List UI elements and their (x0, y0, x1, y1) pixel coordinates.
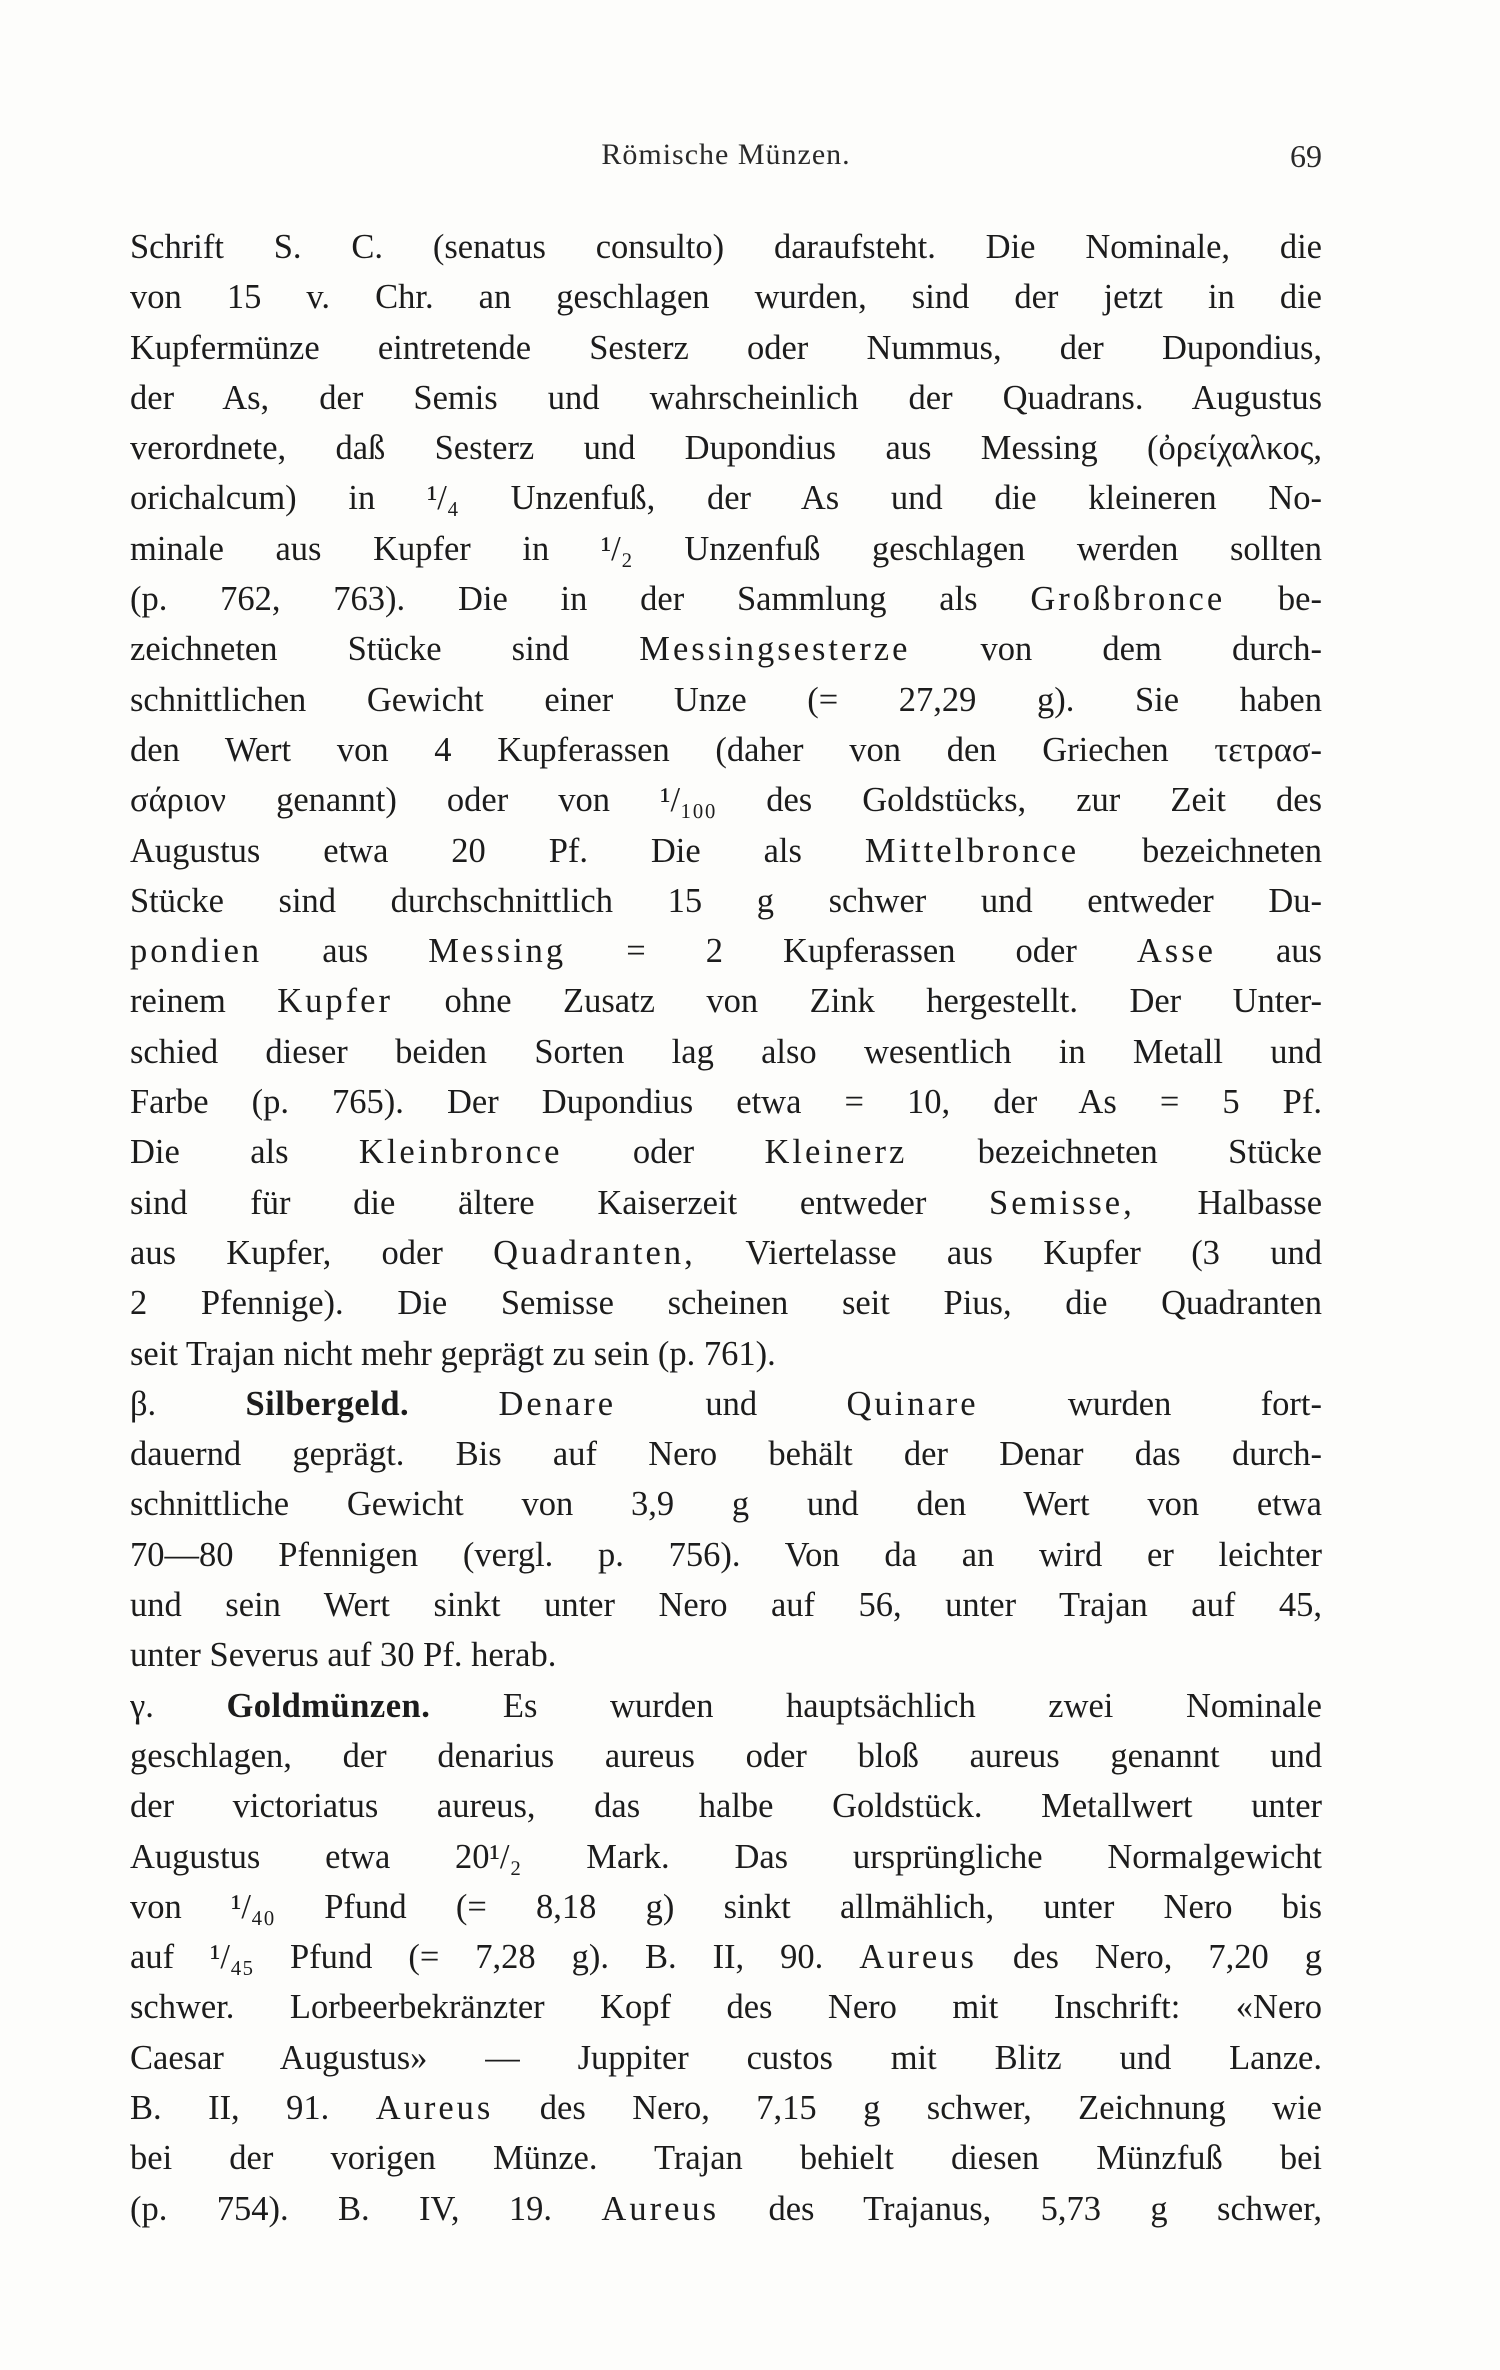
text-line: den Wert von 4 Kupferassen (daher von den Griechen τετρασ- (130, 730, 1322, 769)
text-line: sind für die ältere Kaiserzeit entweder Semisse, Halbasse (130, 1183, 1322, 1222)
text-line: Kupfermünze eintretende Sesterz oder Nummus, der Dupondius, (130, 328, 1322, 367)
text-line: zeichneten Stücke sind Messingsesterze von dem durch- (130, 630, 1322, 669)
running-title: Römische Münzen. (601, 138, 851, 171)
spaced-term: Messingsesterze (639, 630, 911, 669)
text-line: Die als Kleinbronce oder Kleinerz bezeichneten Stücke (130, 1133, 1322, 1172)
spaced-term: Quadranten, (493, 1233, 696, 1272)
text-line: γ. Goldmünzen. Es wurden hauptsächlich zwei Nominale (130, 1686, 1322, 1725)
text-line: schnittlichen Gewicht einer Unze (= 27,29 g). Sie haben (130, 680, 1322, 719)
text-line: orichalcum) in ¹/₄ Unzenfuß, der As und die kleineren No- (130, 479, 1322, 518)
text-line: seit Trajan nicht mehr geprägt zu sein (p. 761). (130, 1334, 776, 1373)
text-line: aus Kupfer, oder Quadranten, Viertelasse aus Kupfer (3 und (130, 1233, 1322, 1272)
text-line: (p. 754). B. IV, 19. Aureus des Trajanus, 5,73 g schwer, (130, 2189, 1322, 2228)
text-line: der victoriatus aureus, das halbe Goldstück. Metallwert unter (130, 1787, 1322, 1826)
spaced-term: Asse (1136, 932, 1216, 971)
text-line: schnittliche Gewicht von 3,9 g und den Wert von etwa (130, 1485, 1322, 1524)
text-line: bei der vorigen Münze. Trajan behielt diesen Münzfuß bei (130, 2139, 1322, 2178)
body-text (130, 222, 1322, 2234)
text-line: Stücke sind durchschnittlich 15 g schwer und entweder Du- (130, 881, 1322, 920)
spaced-term: Messing (428, 932, 567, 971)
spaced-term: Mittelbronce (864, 831, 1080, 870)
text-line: von ¹/₄₀ Pfund (= 8,18 g) sinkt allmählich, unter Nero bis (130, 1887, 1322, 1926)
text-line: geschlagen, der denarius aureus oder bloß aureus genannt und (130, 1736, 1322, 1775)
text-line: β. Silbergeld. Denare und Quinare wurden fort- (130, 1384, 1322, 1423)
text-line: Farbe (p. 765). Der Dupondius etwa = 10, der As = 5 Pf. (130, 1083, 1322, 1122)
spaced-term: Aureus (859, 1938, 977, 1977)
text-line: verordnete, daß Sesterz und Dupondius aus Messing (ὀρείχαλκος, (130, 429, 1322, 468)
spaced-term: Denare (498, 1384, 617, 1423)
text-line: B. II, 91. Aureus des Nero, 7,15 g schwer, Zeichnung wie (130, 2088, 1322, 2127)
text-line: σάριον genannt) oder von ¹/₁₀₀ des Goldstücks, zur Zeit des (130, 781, 1322, 820)
text-line: und sein Wert sinkt unter Nero auf 56, unter Trajan auf 45, (130, 1586, 1322, 1625)
text-line: schwer. Lorbeerbekränzter Kopf des Nero mit Inschrift: «Nero (130, 1988, 1322, 2027)
text-line: pondien aus Messing = 2 Kupferassen oder Asse aus (130, 932, 1322, 971)
running-head (130, 138, 1322, 178)
spaced-term: Aureus (375, 2088, 494, 2127)
text-line: schied dieser beiden Sorten lag also wesentlich in Metall und (130, 1032, 1322, 1071)
spaced-term: Kleinerz (764, 1133, 908, 1172)
spaced-term: Aureus (601, 2189, 720, 2228)
spaced-term: Großbronce (1030, 580, 1226, 619)
text-line: Augustus etwa 20¹/₂ Mark. Das ursprüngliche Normalgewicht (130, 1837, 1322, 1876)
spaced-term: Kupfer (277, 982, 393, 1021)
text-line: 2 Pfennige). Die Semisse scheinen seit Pius, die Quadranten (130, 1284, 1322, 1323)
spaced-term: pondien (130, 932, 263, 971)
text-line: reinem Kupfer ohne Zusatz von Zink hergestellt. Der Unter- (130, 982, 1322, 1021)
text-line: minale aus Kupfer in ¹/₂ Unzenfuß geschlagen werden sollten (130, 529, 1322, 568)
text-line: (p. 762, 763). Die in der Sammlung als Großbronce be- (130, 580, 1322, 619)
text-line: der As, der Semis und wahrscheinlich der Quadrans. Augustus (130, 378, 1322, 417)
text-line: von 15 v. Chr. an geschlagen wurden, sind der jetzt in die (130, 278, 1322, 317)
text-line: dauernd geprägt. Bis auf Nero behält der Denar das durch- (130, 1435, 1322, 1474)
spaced-term: Kleinbronce (358, 1133, 563, 1172)
text-line: Caesar Augustus» — Juppiter custos mit Blitz und Lanze. (130, 2038, 1322, 2077)
text-line: unter Severus auf 30 Pf. herab. (130, 1636, 557, 1675)
spaced-term: Semisse, (989, 1183, 1135, 1222)
text-line: Schrift S. C. (senatus consulto) daraufsteht. Die Nominale, die (130, 228, 1322, 266)
text-line: Augustus etwa 20 Pf. Die als Mittelbronce bezeichneten (130, 831, 1322, 870)
page-number: 69 (1290, 138, 1322, 174)
spaced-term: Quinare (846, 1384, 979, 1423)
section-heading: Goldmünzen. (226, 1686, 431, 1725)
text-line: 70—80 Pfennigen (vergl. p. 756). Von da an wird er leichter (130, 1535, 1322, 1574)
text-line: auf ¹/₄₅ Pfund (= 7,28 g). B. II, 90. Aureus des Nero, 7,20 g (130, 1938, 1322, 1977)
section-heading: Silbergeld. (245, 1384, 410, 1423)
